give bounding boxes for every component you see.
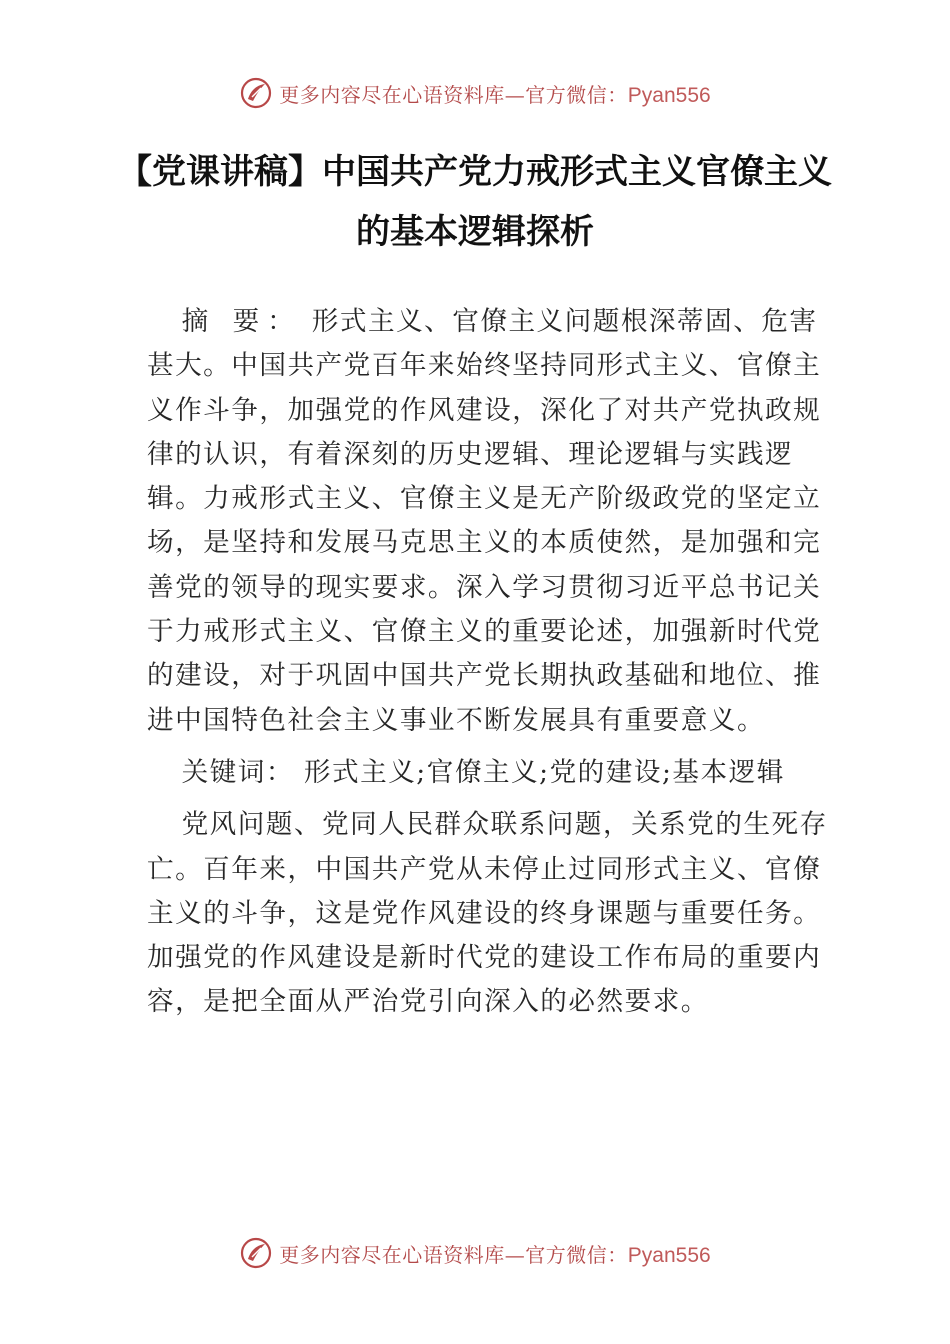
keywords-label: 关键词： [181, 756, 294, 788]
abstract-label: 摘 要： [181, 306, 302, 337]
document-body [147, 300, 837, 1025]
wechat-id: Pyan556 [627, 83, 711, 107]
body-paragraph: 党风问题、党同人民群众联系问题，关系党的生死存亡。百年来，中国共产党从未停止过同形式主义、官僚主义的斗争，这是党作风建设的终身课题与重要任务。加强党的作风建设是新时代党的建设工作布局的重要内容，是把全面从严治党引向深入的必然要求。 [147, 809, 828, 1018]
abstract-text: 形式主义、官僚主义问题根深蒂固、危害甚大。中国共产党百年来始终坚持同形式主义、官僚主义作斗争，加强党的作风建设，深化了对共产党执政规律的认识，有着深刻的历史逻辑、理论逻辑与实践逻辑。力戒形式主义、官僚主义是无产阶级政党的坚定立场，是坚持和发展马克思主义的本质使然，是加强和完善党的领导的现实要求。深入学习贯彻习近平总书记关于力戒形式主义、官僚主义的重要论述，加强新时代党的建设，对于巩固中国共产党长期执政基础和地位、推进中国特色社会主义事业不断发展具有重要意义。 [147, 306, 822, 736]
keywords-text: 形式主义;官僚主义;党的建设;基本逻辑 [303, 756, 785, 788]
red-circle-seal-icon [239, 1236, 273, 1270]
abstract-paragraph [147, 300, 837, 743]
document-title: 【党课讲稿】中国共产党力戒形式主义官僚主义的基本逻辑探析 [118, 152, 832, 252]
footer-watermark [0, 1233, 950, 1273]
header-watermark [0, 73, 950, 113]
watermark-text: 更多内容尽在心语资料库—官方微信：Pyan556 [279, 82, 711, 107]
wechat-id: Pyan556 [627, 1243, 711, 1267]
watermark-text: 更多内容尽在心语资料库—官方微信：Pyan556 [279, 1242, 711, 1267]
red-circle-seal-icon [239, 76, 273, 110]
keywords-paragraph [147, 751, 837, 795]
